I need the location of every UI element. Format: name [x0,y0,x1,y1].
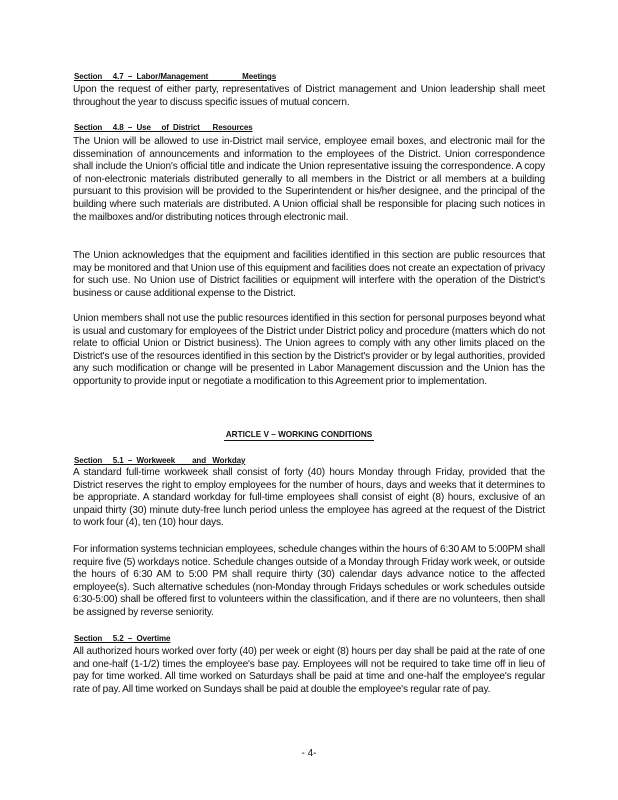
article-heading [0,430,618,441]
section-4-8-heading: Section 4.8 – Use of District Resources [74,123,253,132]
section-5-1-paragraph-2: For information systems technician employees, schedule changes within the hours of 6:30 AM to 5:00PM shall require five (5) workdays notice. Schedule changes outside of a Monday through Friday work week, or outside the hours of 6:30 AM to 5:00 PM shall require thirty (30) calendar days advance notice to the affected employee(s). Such alternative schedules (non-Monday through Fridays schedules or work schedules outside 6:30-5:00) shall be offered first to volunteers within the classification, and if there are no volunteers, then shall be assigned by reverse seniority. [73,544,545,618]
section-4-8-paragraph-1: The Union will be allowed to use in-District mail service, employee email boxes, and electronic mail for the dissemination of announcements and information to the employees of the District. Union correspondence shall include the Union's official title and indicate the Union representative issuing the correspondence. A copy of non-electronic materials distributed generally to all members in the District or all members at a building pursuant to this provision will be provided to the Superintendent or his/her designee, and the principal of the building where such materials are distributed. A Union official shall be responsible for placing such notices in the mailboxes and/or distributing notices through electronic mail. [73,136,545,223]
article-v-title: ARTICLE V – WORKING CONDITIONS [225,430,373,439]
section-4-8-paragraph-2: The Union acknowledges that the equipment and facilities identified in this section are public resources that may be monitored and that Union use of this equipment and facilities does not create an expectation of privacy for such use. No Union use of District facilities or equipment will interfere with the operation of the District's business or cause additional expense to the District. [73,250,545,299]
section-4-7-heading: Section 4.7 – Labor/Management Meetings [74,72,277,81]
section-4-8-paragraph-3: Union members shall not use the public resources identified in this section for personal purposes beyond what is usual and customary for employees of the District under District policy and procedure (matters which do not relate to official Union or District business). The Union agrees to comply with any other limits placed on the District's use of the resources identified in this section by the District's provider or by legal authorities, provided any such modification or change will be presented in Labor Management discussion and the Union has the opportunity to provide input or negotiate a modification to this Agreement prior to implementation. [73,313,545,387]
section-4-7-paragraph: Upon the request of either party, representatives of District management and Union leadership shall meet throughout the year to discuss specific issues of mutual concern. [73,84,545,108]
section-5-2-paragraph: All authorized hours worked over forty (40) per week or eight (8) hours per day shall be paid at the rate of one and one-half (1-1/2) times the employee's base pay. Employees will not be required to take time off in lieu of pay for time worked. All time worked on Saturdays shall be paid at time and one-half the employee's regular rate of pay. All time worked on Sundays shall be paid at double the employee's regular rate of pay. [73,646,545,695]
section-5-2-heading: Section 5.2 – Overtime [74,634,171,643]
section-5-1-paragraph-1: A standard full-time workweek shall consist of forty (40) hours Monday through Friday, provided that the District reserves the right to employ employees for the number of hours, days and weeks that it determines to be appropriate. A standard workday for full-time employees shall consist of eight (8) hours, exclusive of an unpaid thirty (30) minute duty-free lunch period unless the employee has agreed at the request of the District to work four (4), ten (10) hour days. [73,467,545,529]
section-5-1-heading: Section 5.1 – Workweek and Workday [74,456,246,465]
page-number: - 4- [301,748,317,759]
